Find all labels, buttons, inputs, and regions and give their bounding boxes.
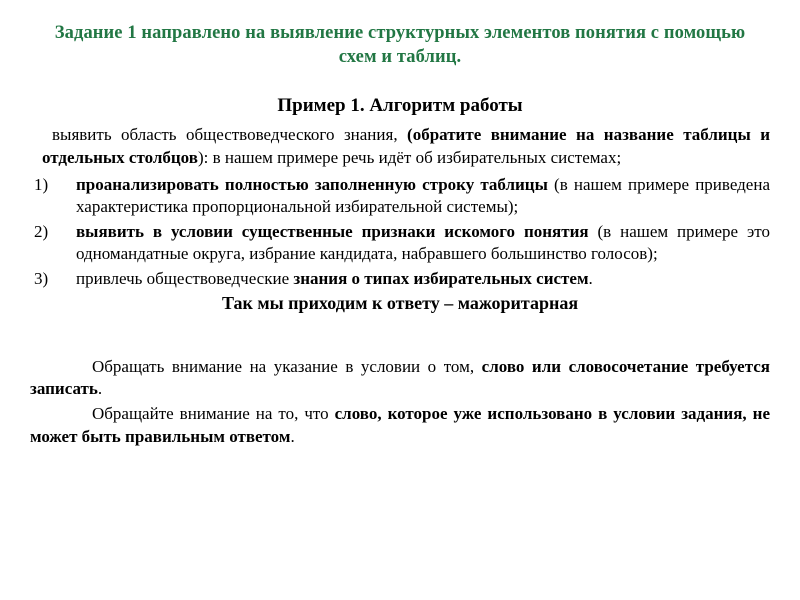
- list-item-marker: 3): [34, 269, 49, 288]
- answer-line: Так мы приходим к ответу – мажоритарная: [221, 292, 579, 313]
- bottom-note-1-bold: слово или словосочетание требуется записать: [30, 356, 771, 399]
- list-item: [30, 221, 770, 266]
- bottom-note-2: [30, 403, 770, 449]
- list-item: [30, 268, 770, 291]
- list-item-marker: 1): [34, 174, 49, 194]
- bottom-note-2-pre: Обращайте внимание на то, что: [92, 404, 335, 424]
- list-item-marker: 2): [34, 221, 49, 241]
- bottom-notes: [30, 356, 770, 449]
- slide-title: Задание 1 направлено на выявление структурных элементов понятия с помощью схем и таблиц.: [54, 23, 746, 67]
- steps-list: [30, 174, 770, 291]
- bottom-note-2-bold: слово, которое уже использовано в условии задания, не может быть правильным ответом: [30, 404, 770, 446]
- list-item-bold: знания о типах избирательных систем: [293, 269, 589, 288]
- list-item-bold: проанализировать полностью заполненную строку таблицы: [76, 174, 548, 194]
- list-item-text-pre: привлечь обществоведческие: [76, 269, 294, 288]
- list-item-text: .: [588, 269, 593, 288]
- intro-text-bold: (обратите внимание на название таблицы и отдельных столбцов: [42, 125, 770, 167]
- bottom-note-1-pre: Обращать внимание на указание в условии о том,: [92, 356, 482, 376]
- intro-text-part1: выявить область обществоведческого знания,: [52, 125, 408, 145]
- list-item-text: (в нашем примере это одномандатные округа, избрание кандидата, набравшего большинство голосов);: [76, 221, 770, 264]
- bottom-note-1-post: .: [97, 379, 103, 399]
- list-item-bold: выявить в условии существенные признаки искомого понятия: [76, 221, 589, 241]
- intro-text-part2: ): в нашем примере речь идёт об избирательных системах;: [197, 147, 622, 167]
- bottom-note-1: [30, 356, 770, 402]
- example-heading: Пример 1. Алгоритм работы: [277, 95, 523, 117]
- intro-paragraph: [30, 124, 770, 169]
- list-item: [30, 174, 770, 219]
- list-item-text: (в нашем примере приведена характеристика пропорциональной избирательной системы);: [76, 174, 770, 217]
- bottom-note-2-post: .: [290, 426, 295, 446]
